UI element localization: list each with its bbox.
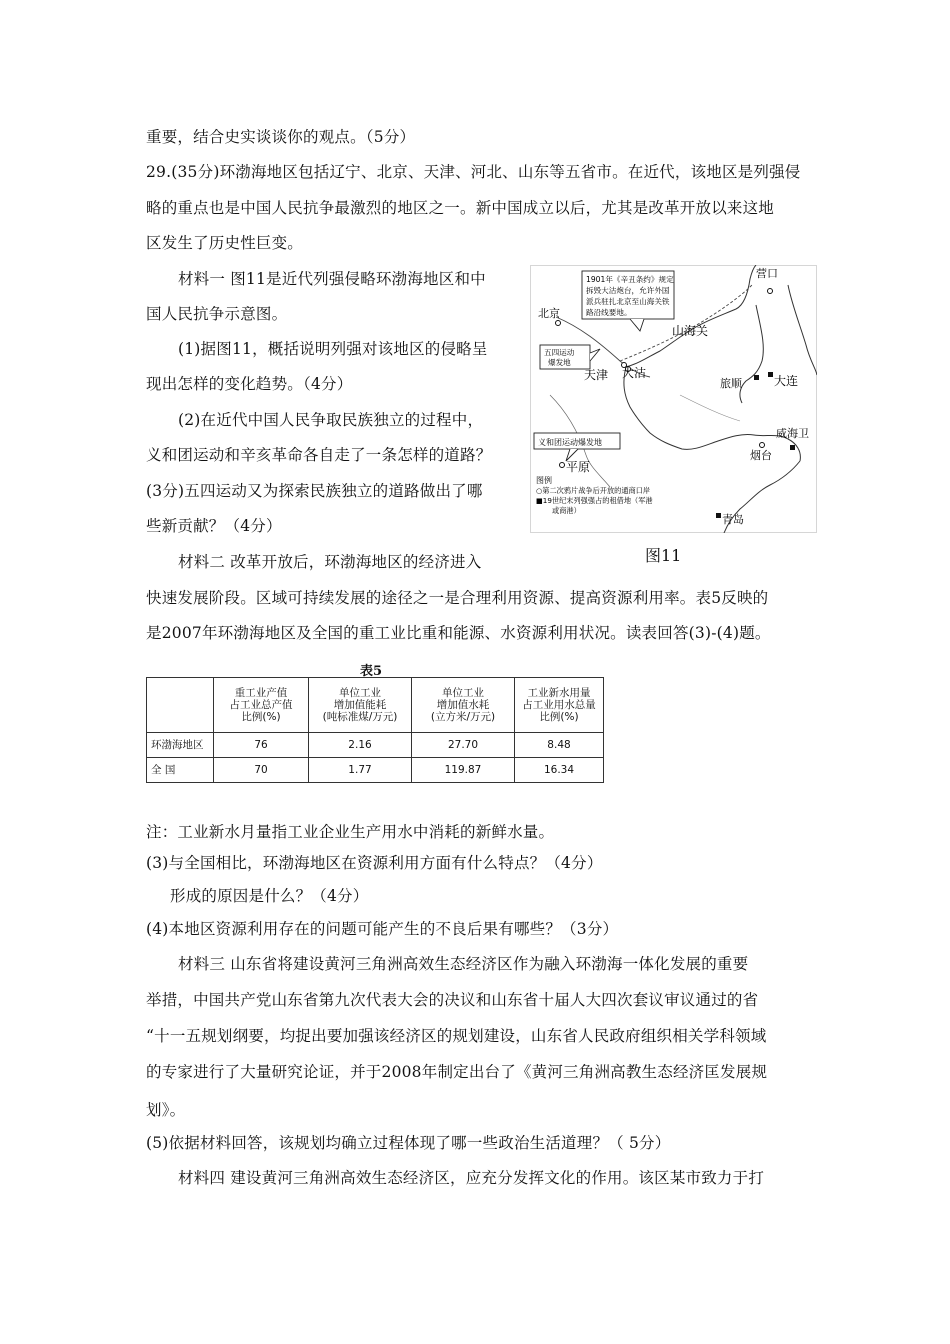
table-header-cell: [515, 678, 604, 733]
text-line: 的专家进行了大量研究论证，并于2008年制定出台了《黄河三角洲高教生态经济匡发展规: [146, 1063, 768, 1081]
header-line: (立方米/万元): [430, 711, 496, 723]
text-line: 些新贡献？（4分）: [146, 517, 282, 535]
map-figure-11: [530, 265, 817, 533]
material-3-heading: 材料三 山东省将建设黄河三角洲高效生态经济区作为融入环渤海一体化发展的重要: [178, 955, 749, 973]
table-cell: 16.34: [515, 758, 604, 783]
table-row: [147, 733, 604, 758]
place-weihaiwei: 威海卫: [776, 427, 809, 440]
question-3: (3)与全国相比，环渤海地区在资源利用方面有什么特点？（4分）: [146, 854, 603, 872]
text-line: (3分)五四运动又为探索民族独立的道路做出了哪: [146, 482, 483, 500]
text-line: 国人民抗争示意图。: [146, 305, 288, 323]
callout-line: 1901年《辛丑条约》规定: [586, 275, 674, 284]
callout-line: 拆毁大沽炮台，允许外国: [586, 286, 670, 295]
place-dalian: 大连: [774, 374, 799, 388]
place-beijing: 北京: [538, 307, 560, 320]
figure-caption: 图11: [645, 546, 682, 565]
material-4-heading: 材料四 建设黄河三角洲高效生态经济区，应充分发挥文化的作用。该区某市致力于打: [178, 1169, 765, 1187]
yingkou-marker: [768, 289, 773, 294]
header-line: 占工业总产值: [229, 699, 293, 711]
callout-boxer: [534, 433, 620, 461]
question-5: (5)依据材料回答，该规划均确立过程体现了哪一些政治生活道理？（ 5分）: [146, 1134, 671, 1152]
text-line: 快速发展阶段。区域可持续发展的途径之一是合理利用资源、提高资源利用率。表5反映的: [146, 589, 769, 607]
table-cell: 2.16: [309, 733, 412, 758]
legend-item: ○第二次鸦片战争后开放的通商口岸: [536, 486, 651, 495]
header-line: 比例(%): [539, 711, 579, 723]
question-1: (1)据图11，概括说明列强对该地区的侵略呈: [178, 340, 488, 358]
text-line: 划》。: [146, 1101, 186, 1119]
place-lushun: 旅顺: [720, 377, 742, 390]
header-line: 单位工业: [339, 687, 381, 699]
callout-line: 路沿线要地。: [586, 308, 632, 317]
place-shanhaiguan: 山海关: [672, 324, 709, 338]
place-qingdao: 青岛: [722, 513, 744, 526]
yantai-marker: [760, 443, 765, 448]
table-caption: 表5: [360, 664, 383, 679]
pingyuan-marker: [560, 463, 565, 468]
place-dagu: 大沽: [622, 366, 647, 380]
legend-item: ■19世纪末列强强占的租借地（军港: [536, 496, 653, 505]
callout-line: 派兵驻扎北京至山海关铁: [586, 297, 670, 306]
table-header-row: [147, 678, 604, 733]
table-header-cell: [412, 678, 515, 733]
place-pingyuan: 平原: [566, 460, 591, 474]
table-5: [146, 677, 604, 783]
table-note: 注：工业新水月量指工业企业生产用水中消耗的新鲜水量。: [146, 823, 555, 841]
table-cell: 27.70: [412, 733, 515, 758]
text-line: 重要，结合史实谈谈你的观点。（5分）: [146, 128, 416, 146]
material-2-heading: 材料二 改革开放后，环渤海地区的经济进入: [178, 553, 482, 571]
text-line: 是2007年环渤海地区及全国的重工业比重和能源、水资源利用状况。读表回答(3)-(4)题。: [146, 624, 771, 642]
header-line: 工业新水用量: [527, 687, 591, 699]
table-cell: 76: [214, 733, 309, 758]
place-yantai: 烟台: [750, 449, 772, 462]
legend-item: 或商港）: [552, 506, 581, 515]
material-1-heading: 材料一 图11是近代列强侵略环渤海地区和中: [178, 270, 486, 288]
table-row: [147, 758, 604, 783]
place-tianjin: 天津: [584, 368, 609, 382]
table-cell: 119.87: [412, 758, 515, 783]
table-cell: 1.77: [309, 758, 412, 783]
callout-line: 五四运动: [544, 348, 575, 357]
header-line: 重工业产值: [234, 687, 288, 699]
table-cell: 全 国: [147, 758, 214, 783]
table-cell: 环渤海地区: [147, 733, 214, 758]
header-line: 增加值能耗: [333, 699, 387, 711]
text-line: 略的重点也是中国人民抗争最激烈的地区之一。新中国成立以后，尤其是改革开放以来这地: [146, 199, 775, 217]
table-cell: 70: [214, 758, 309, 783]
header-line: 比例(%): [241, 711, 281, 723]
text-line: 现出怎样的变化趋势。（4分）: [146, 375, 353, 393]
lushun-marker: [754, 375, 759, 380]
table-cell: 8.48: [515, 733, 604, 758]
table-header-cell: [309, 678, 412, 733]
text-line: “十一五规划纲要，均捉出要加强该经济区的规划建设，山东省人民政府组织相关学科领域: [146, 1027, 767, 1045]
callout-line: 义和团运动爆发地: [538, 438, 602, 447]
question-4: (4)本地区资源利用存在的问题可能产生的不良后果有哪些？（3分）: [146, 920, 619, 938]
header-line: 占工业用水总量: [522, 699, 596, 711]
dalian-marker: [768, 372, 773, 377]
question-2: (2)在近代中国人民争取民族独立的过程中，: [178, 411, 484, 429]
place-yingkou: 营口: [756, 267, 778, 280]
weihaiwei-marker: [790, 445, 795, 450]
text-line: 举措，中国共产党山东省第九次代表大会的决议和山东省十届人大四次套议审议通过的省: [146, 991, 759, 1009]
table-header-cell: [214, 678, 309, 733]
callout-may-fourth: [540, 345, 600, 369]
question-29-intro: 29.(35分)环渤海地区包括辽宁、北京、天津、河北、山东等五省市。在近代，该地区是列强侵: [146, 163, 801, 181]
header-line: 增加值水耗: [436, 699, 490, 711]
text-line: 区发生了历史性巨变。: [146, 234, 304, 252]
header-line: 单位工业: [442, 687, 484, 699]
callout-line: 爆发地: [548, 358, 571, 367]
beijing-marker: [556, 321, 561, 326]
map-legend: [536, 475, 653, 515]
table-header-cell: [147, 678, 214, 733]
qingdao-marker: [716, 513, 721, 518]
text-line: 义和团运动和辛亥革命各自走了一条怎样的道路？: [146, 446, 492, 464]
text-line: 形成的原因是什么？（4分）: [170, 887, 369, 905]
legend-title: 图例: [536, 476, 552, 485]
header-line: (吨标准煤/万元): [322, 711, 398, 723]
callout-treaty-1901: [582, 271, 674, 331]
